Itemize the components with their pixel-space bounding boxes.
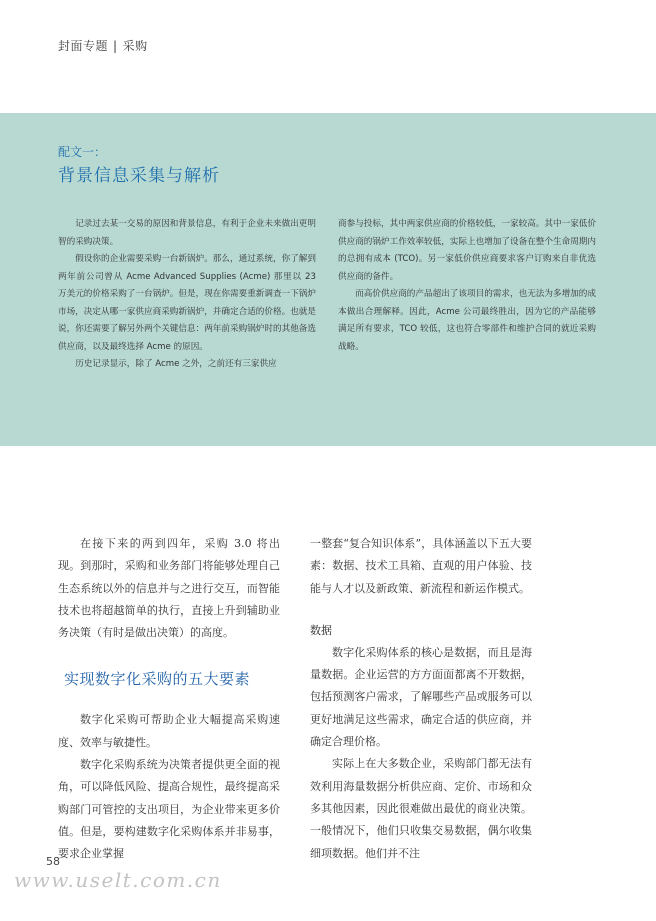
body-paragraph: 数字化采购可帮助企业大幅提高采购速度、效率与敏捷性。 (58, 713, 280, 749)
page-number: 58 (46, 855, 60, 868)
running-header (58, 37, 148, 54)
header-topic: 采购 (122, 39, 148, 53)
body-paragraph: 在接下来的两到四年，采购 3.0 将出现。到那时，采购和业务部门将能够处理自己生态系统以外的信息并与之进行交互，而智能技术也将超越简单的执行，直接上升到辅助业务决策（有时是做出决策）的高度。 (58, 537, 280, 640)
body-paragraph-continued: 一整套“复合知识体系”，具体涵盖以下五大要素：数据、技术工具箱、直观的用户体验、技能与人才以及新政策、新流程和新运作模式。 (310, 537, 532, 595)
sidebar-box-title: 背景信息采集与解析 (58, 166, 220, 186)
sidebar-box-left-column (58, 216, 316, 374)
body-paragraph: 数字化采购系统为决策者提供更全面的视角，可以降低风险、提高合规性，最终提高采购部门可管控的支出项目，为企业带来更多价值。但是，要构建数字化采购体系并非易事，要求企业掌握 (58, 758, 280, 861)
sidebar-paragraph: 历史记录显示，除了 Acme 之外，之前还有三家供应 (75, 359, 277, 369)
sidebar-paragraph: 假设你的企业需要采购一台新锅炉。那么，通过系统，你了解到两年前公司曾从 Acme Advanced Supplies (Acme) 那里以 23 万美元的价格采购了一台锅炉。但是，现在你需要重新调查一下锅炉市场，决定从哪一家供应商采购新锅炉，并确定合适的价格。也就是说，你还需要了解另外两个关键信息：两年前采购锅炉时的其他备选供应商，以及最终选择 Acme 的原因。 (58, 254, 316, 352)
paragraph-gap (310, 600, 532, 610)
main-right-column (310, 533, 532, 865)
main-left-column (58, 533, 280, 866)
sidebar-paragraph: 而高价供应商的产品超出了该项目的需求，也无法为多增加的成本做出合理解释。因此，Acme 公司最终胜出，因为它的产品能够满足所有要求，TCO 较低，这也符合零部件和维护合同的就近采购战略。 (338, 289, 596, 352)
header-separator: | (113, 39, 118, 53)
header-section: 封面专题 (58, 39, 109, 53)
sidebar-paragraph: 记录过去某一交易的原因和背景信息，有利于企业未来做出更明智的采购决策。 (58, 219, 316, 247)
sidebar-paragraph-continued: 商参与投标，其中两家供应商的价格较低，一家较高。其中一家低价供应商的锅炉工作效率较低，实际上也增加了设备在整个生命周期内的总拥有成本 (TCO)。另一家低价供应商要求客户订购来自非优选供应商的备件。 (338, 219, 596, 282)
site-watermark: www.uselt.com.cn (14, 868, 222, 892)
body-paragraph: 实际上在大多数企业，采购部门都无法有效利用海量数据分析供应商、定价、市场和众多其他因素，因此很难做出最优的商业决策。一般情况下，他们只收集交易数据，偶尔收集细项数据。他们并不注 (310, 757, 532, 860)
sidebar-box-right-column (338, 216, 596, 356)
subsection-heading-data: 数据 (310, 623, 332, 637)
body-paragraph: 数字化采购体系的核心是数据，而且是海量数据。企业运营的方方面面都离不开数据，包括预测客户需求，了解哪些产品或服务可以更好地满足这些需求，确定合适的供应商，并确定合理价格。 (310, 645, 532, 749)
sidebar-box-label: 配文一： (58, 145, 107, 159)
section-heading: 实现数字化采购的五大要素 (64, 670, 251, 689)
